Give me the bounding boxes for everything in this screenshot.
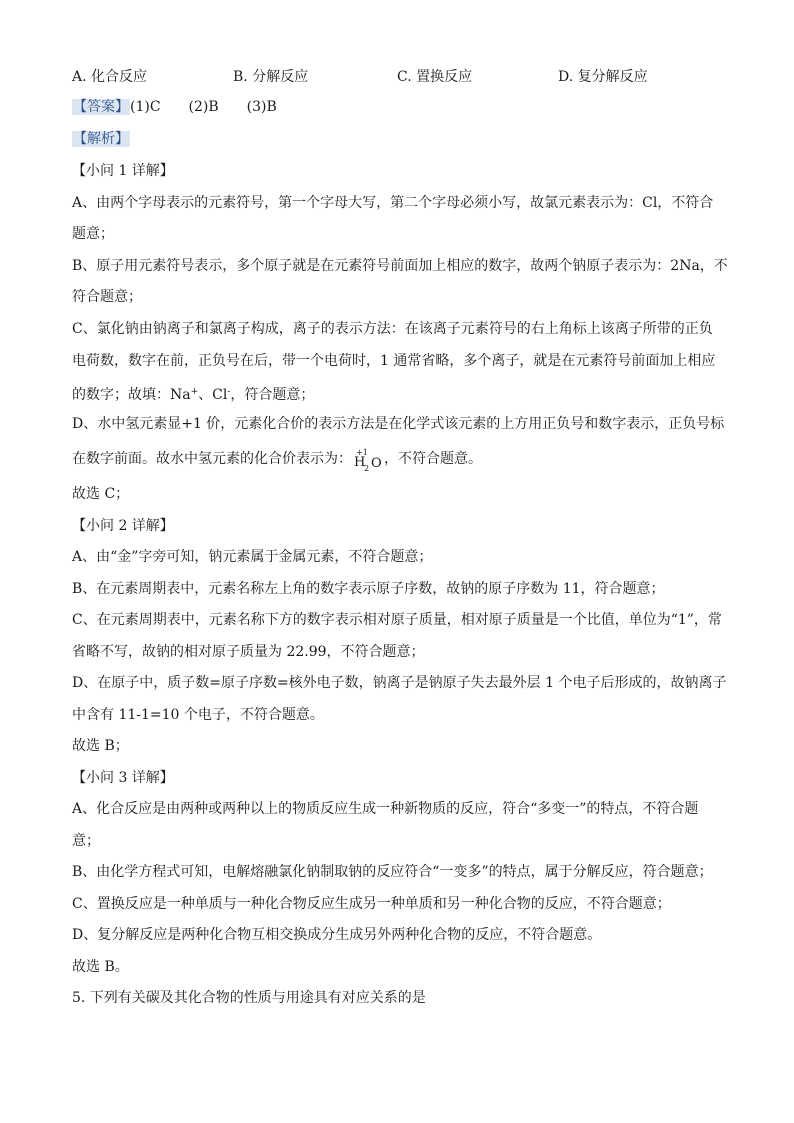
q1-conclusion: 故选 C； <box>72 486 130 502</box>
q2-option-b: B、在元素周期表中，元素名称左上角的数字表示原子序数，故钠的原子序数为 11，符合题意； <box>72 581 665 597</box>
q1-option-c-line1: C、氯化钠由钠离子和氯离子构成，离子的表示方法：在该离子元素符号的右上角标上该离子所带的正负 <box>72 321 713 337</box>
q1-option-d-line1: D、水中氢元素显+1 价，元素化合价的表示方法是在化学式该元素的上方用正负号和数字表示，正负号标 <box>72 416 725 432</box>
analysis-heading: 【解析】 <box>73 131 129 147</box>
q2-option-c-line1: C、在元素周期表中，元素名称下方的数字表示相对原子质量，相对原子质量是一个比值，单位为“1”，常 <box>72 612 722 628</box>
choice-c: C. 置换反应 <box>397 69 473 85</box>
q3-option-a-line1: A、化合反应是由两种或两种以上的物质反应生成一种新物质的反应，符合“多变一”的特点，不符合题 <box>72 801 699 817</box>
q2-conclusion: 故选 B； <box>72 738 129 754</box>
q1-option-b-line2: 符合题意； <box>72 289 142 305</box>
q1-heading: 【小问 1 详解】 <box>72 163 174 179</box>
valence-formula: +1 H 2 O <box>354 448 382 473</box>
q2-option-a: A、由“金”字旁可知，钠元素属于金属元素，不符合题意； <box>72 549 433 565</box>
q1-option-a-line2: 题意； <box>72 226 114 242</box>
choice-d: D. 复分解反应 <box>558 69 648 85</box>
choice-a: A. 化合反应 <box>72 69 148 85</box>
q1-option-c-line3: 的数字；故填：Na+、Cl-，符合题意； <box>72 387 315 403</box>
choice-row <box>72 66 722 86</box>
q2-option-d-line2: 中含有 11-1=10 个电子，不符合题意。 <box>72 707 324 723</box>
q3-option-c: C、置换反应是一种单质与一种化合物反应生成另一种单质和另一种化合物的反应，不符合题意； <box>72 896 671 912</box>
q3-heading: 【小问 3 详解】 <box>72 770 174 786</box>
q1-option-c-line2: 电荷数，数字在前，正负号在后，带一个电荷时，1 通常省略，多个离子，就是在元素符号前面加上相应 <box>72 353 716 369</box>
q3-conclusion: 故选 B。 <box>72 959 129 975</box>
q2-option-d-line1: D、在原子中，质子数=原子序数=核外电子数，钠离子是钠原子失去最外层 1 个电子后形成的，故钠离子 <box>72 675 727 691</box>
answer-text: (1)C (2)B (3)B <box>130 99 277 115</box>
q1-option-b-line1: B、原子用元素符号表示，多个原子就是在元素符号前面加上相应的数字，故两个钠原子表示为：2Na，不 <box>72 258 728 274</box>
q1-option-a-line1: A、由两个字母表示的元素符号，第一个字母大写，第二个字母必须小写，故氯元素表示为：Cl，不符合 <box>72 195 714 211</box>
q2-heading: 【小问 2 详解】 <box>72 518 174 534</box>
next-question: 5. 下列有关碳及其化合物的性质与用途具有对应关系的是 <box>72 990 426 1006</box>
q1-option-d-line2: 在数字前面。故水中氢元素的化合价表示为： +1 H 2 O ，不符合题意。 <box>72 448 482 473</box>
q2-option-c-line2: 省略不写，故钠的相对原子质量为 22.99，不符合题意； <box>72 644 425 660</box>
answer-tag: 【答案】 <box>73 99 129 115</box>
q3-option-d: D、复分解反应是两种化合物互相交换成分生成另外两种化合物的反应，不符合题意。 <box>72 927 602 943</box>
q3-option-b: B、由化学方程式可知，电解熔融氯化钠制取钠的反应符合“一变多”的特点，属于分解反应，符合题意； <box>72 864 713 880</box>
answer-line <box>72 97 277 117</box>
q3-option-a-line2: 意； <box>72 833 100 849</box>
choice-b: B. 分解反应 <box>233 69 309 85</box>
